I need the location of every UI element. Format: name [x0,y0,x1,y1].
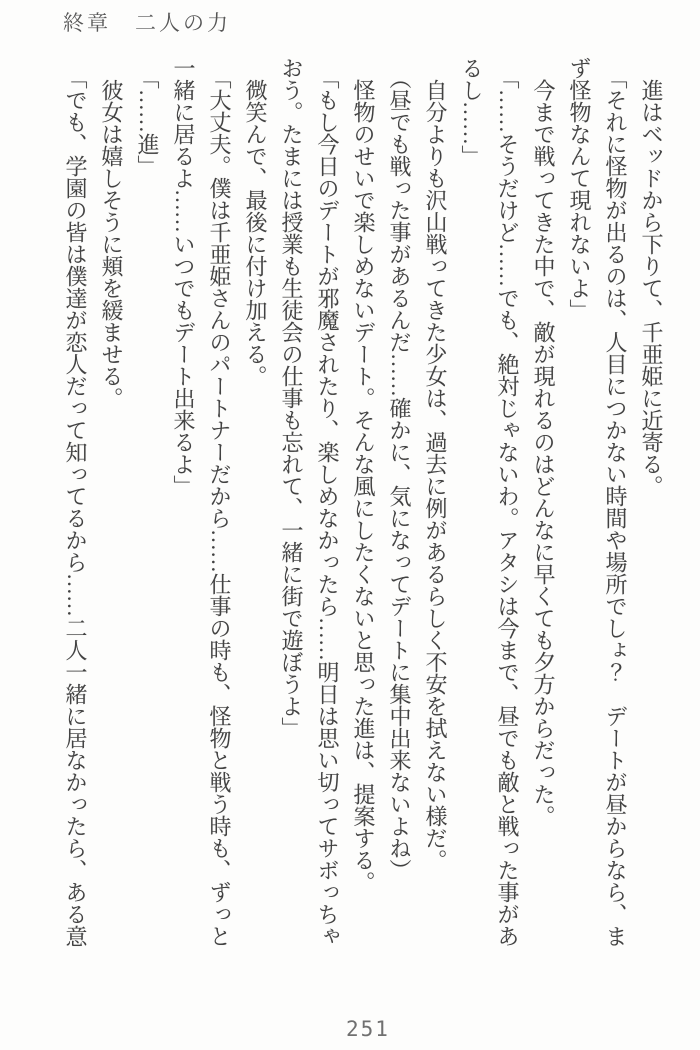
text-line: 進はベッドから下りて、千亜姫に近寄る。 [639,79,664,497]
text-line: 「……進」 [135,67,160,177]
text-line: 「大丈夫。僕は千亜姫さんのパートナーだから……仕事の時も、怪物と戦う時も、ずっと [207,67,232,947]
text-line: 「……そうだけど……でも、絶対じゃないわ。アタシは今まで、昼でも敵と戦った事があ [495,67,520,947]
text-line: ず怪物なんて現れないよ」 [567,57,592,321]
text-line: 自分よりも沢山戦ってきた少女は、過去に例があるらしく不安を拭えない様だ。 [423,79,448,871]
text-line: 一緒に居るよ……いつでもデート出来るよ」 [171,57,196,497]
text-line: 「でも、学園の皆は僕達が恋人だって知ってるから……二人一緒に居なかったら、ある意 [63,67,88,947]
text-line: おう。たまには授業も生徒会の仕事も忘れて、一緒に街で遊ぼうよ」 [279,57,304,739]
text-line: 微笑んで、最後に付け加える。 [243,79,268,387]
text-line: 「もし今日のデートが邪魔されたり、楽しめなかったら……明日は思い切ってサボっちゃ [315,67,340,947]
page-text [57,57,669,969]
chapter-header: 終章 二人の力 [63,11,231,35]
text-line: るし……」 [459,57,484,167]
text-line: 彼女は嬉しそうに頬を緩ませる。 [99,79,124,409]
text-line: 怪物のせいで楽しめないデート。そんな風にしたくないと思った進は、提案する。 [351,79,376,893]
text-line: 今まで戦ってきた中で、敵が現れるのはどんなに早くても夕方からだった。 [531,79,556,827]
page-number: 251 [346,1017,390,1041]
text-line: （昼でも戦った事があるんだ……確かに、気になってデートに集中出来ないよね） [387,67,412,881]
text-line: 「それに怪物が出るのは、人目につかない時間や場所でしょ？ デートが昼からなら、ま [603,67,628,947]
